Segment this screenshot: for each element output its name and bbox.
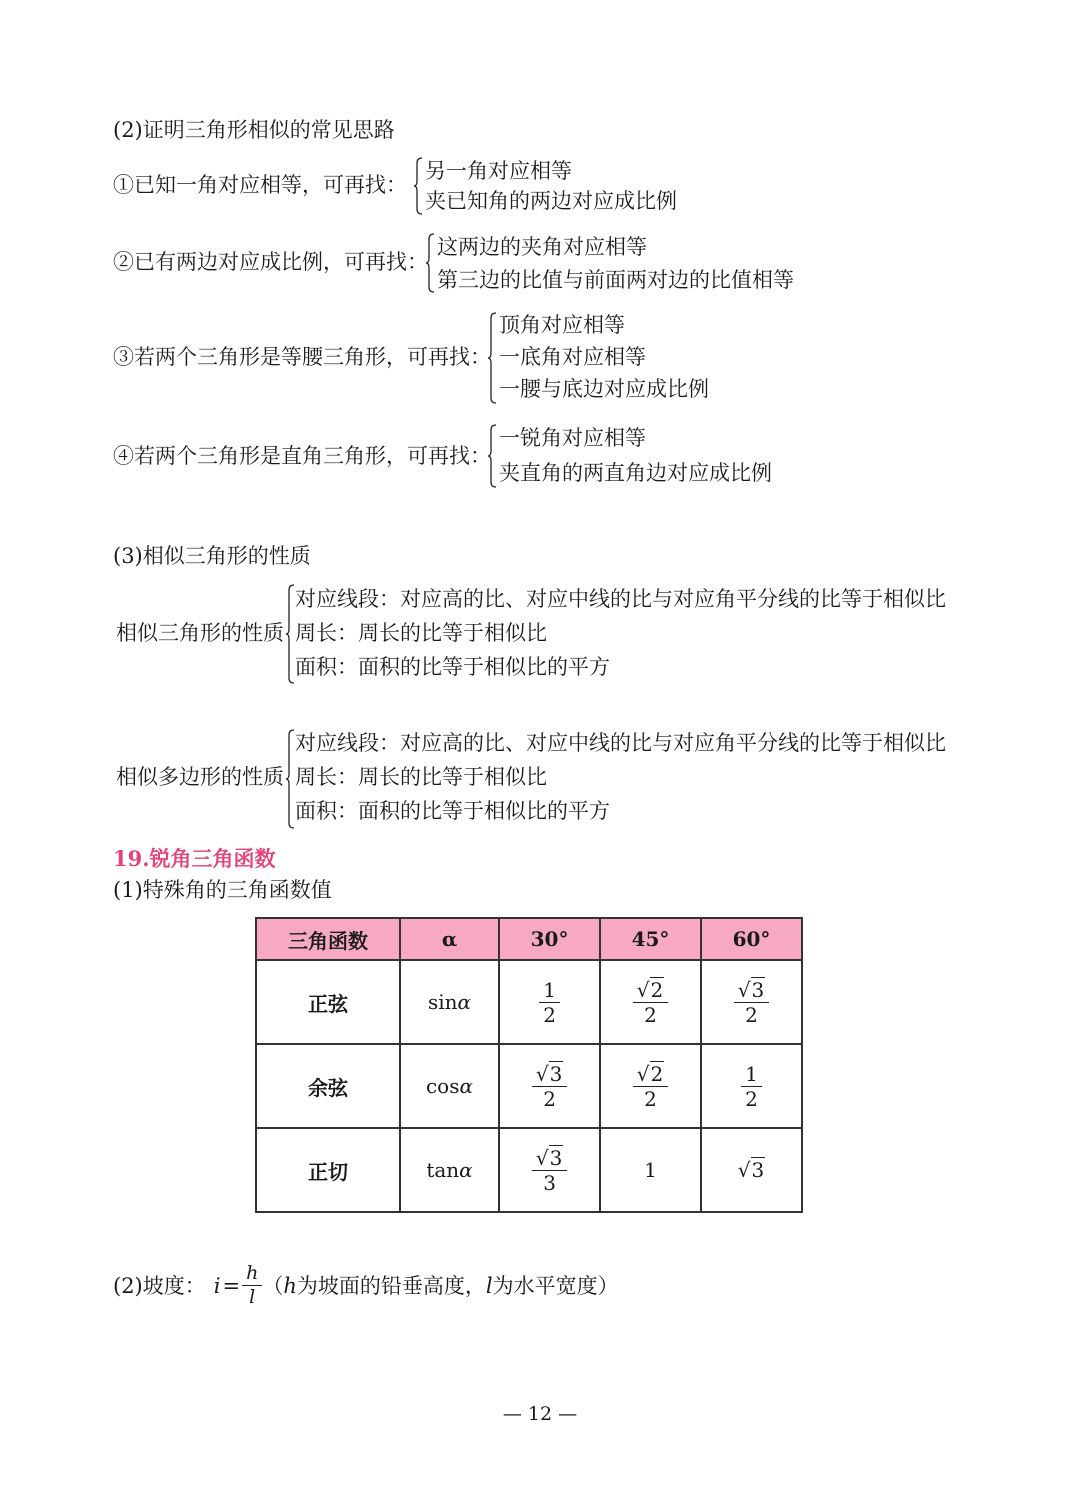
case-3-lead: ③若两个三角形是等腰三角形，可再找： (113, 345, 491, 369)
case-3-option-1: 顶角对应相等 (499, 313, 625, 337)
brace (487, 424, 497, 488)
case-1-option-1: 另一角对应相等 (425, 159, 572, 183)
brace (425, 233, 435, 293)
triangle-properties-lead: 相似三角形的性质 (116, 621, 284, 645)
page-number: — 12 — (502, 1403, 578, 1425)
header-cell: 30° (499, 918, 600, 960)
header-cell: α (400, 918, 499, 960)
case-1-option-2: 夹已知角的两边对应成比例 (425, 189, 677, 213)
brace (285, 729, 295, 829)
table-row (256, 960, 802, 1044)
case-4-option-2: 夹直角的两直角边对应成比例 (499, 461, 772, 485)
header-cell: 45° (600, 918, 701, 960)
trig-values-table (255, 917, 803, 1213)
brace (285, 584, 295, 684)
header-cell: 60° (701, 918, 802, 960)
function-cell: tanα (400, 1128, 499, 1212)
value-cell: $\frac{√3}{2}$ (499, 1044, 600, 1128)
table-row (256, 1128, 802, 1212)
triangle-property-2: 周长：周长的比等于相似比 (295, 621, 547, 645)
polygon-property-2: 周长：周长的比等于相似比 (295, 765, 547, 789)
polygon-property-3: 面积：面积的比等于相似比的平方 (295, 799, 610, 823)
case-2-option-2: 第三边的比值与前面两对边的比值相等 (437, 268, 794, 292)
brace (487, 312, 497, 404)
value-cell: √3 (701, 1128, 802, 1212)
chapter-heading: 19.锐角三角函数 (113, 846, 276, 871)
section-heading: (2)证明三角形相似的常见思路 (113, 118, 395, 142)
row-name: 正弦 (256, 960, 400, 1044)
triangle-property-1: 对应线段：对应高的比、对应中线的比与对应角平分线的比等于相似比 (295, 587, 946, 611)
function-cell: cosα (400, 1044, 499, 1128)
polygon-properties-lead: 相似多边形的性质 (116, 765, 284, 789)
header-cell: 三角函数 (256, 918, 400, 960)
triangle-property-3: 面积：面积的比等于相似比的平方 (295, 655, 610, 679)
value-cell: $\frac{1}{2}$ (701, 1044, 802, 1128)
value-cell: $\frac{√2}{2}$ (600, 960, 701, 1044)
table-row (256, 1044, 802, 1128)
case-2-lead: ②已有两边对应成比例，可再找： (113, 250, 428, 274)
function-cell: sinα (400, 960, 499, 1044)
case-1-lead: ①已知一角对应相等，可再找： (113, 173, 407, 197)
subsection-heading: (1)特殊角的三角函数值 (113, 878, 332, 902)
row-name: 正切 (256, 1128, 400, 1212)
slope-formula: (2)坡度： i = $\frac{h}{l}$ （ h 为坡面的铅垂高度， l 为水平宽度） (113, 1262, 619, 1308)
value-cell: $\frac{√2}{2}$ (600, 1044, 701, 1128)
case-3-option-3: 一腰与底边对应成比例 (499, 377, 709, 401)
value-cell: 1 (600, 1128, 701, 1212)
value-cell: $\frac{√3}{3}$ (499, 1128, 600, 1212)
row-name: 余弦 (256, 1044, 400, 1128)
section-heading: (3)相似三角形的性质 (113, 544, 311, 568)
polygon-property-1: 对应线段：对应高的比、对应中线的比与对应角平分线的比等于相似比 (295, 731, 946, 755)
value-cell: $\frac{1}{2}$ (499, 960, 600, 1044)
case-4-option-1: 一锐角对应相等 (499, 426, 646, 450)
case-3-option-2: 一底角对应相等 (499, 345, 646, 369)
table-header-row (256, 918, 802, 960)
case-4-lead: ④若两个三角形是直角三角形，可再找： (113, 444, 491, 468)
value-cell: $\frac{√3}{2}$ (701, 960, 802, 1044)
case-2-option-1: 这两边的夹角对应相等 (437, 235, 647, 259)
brace (413, 157, 423, 215)
